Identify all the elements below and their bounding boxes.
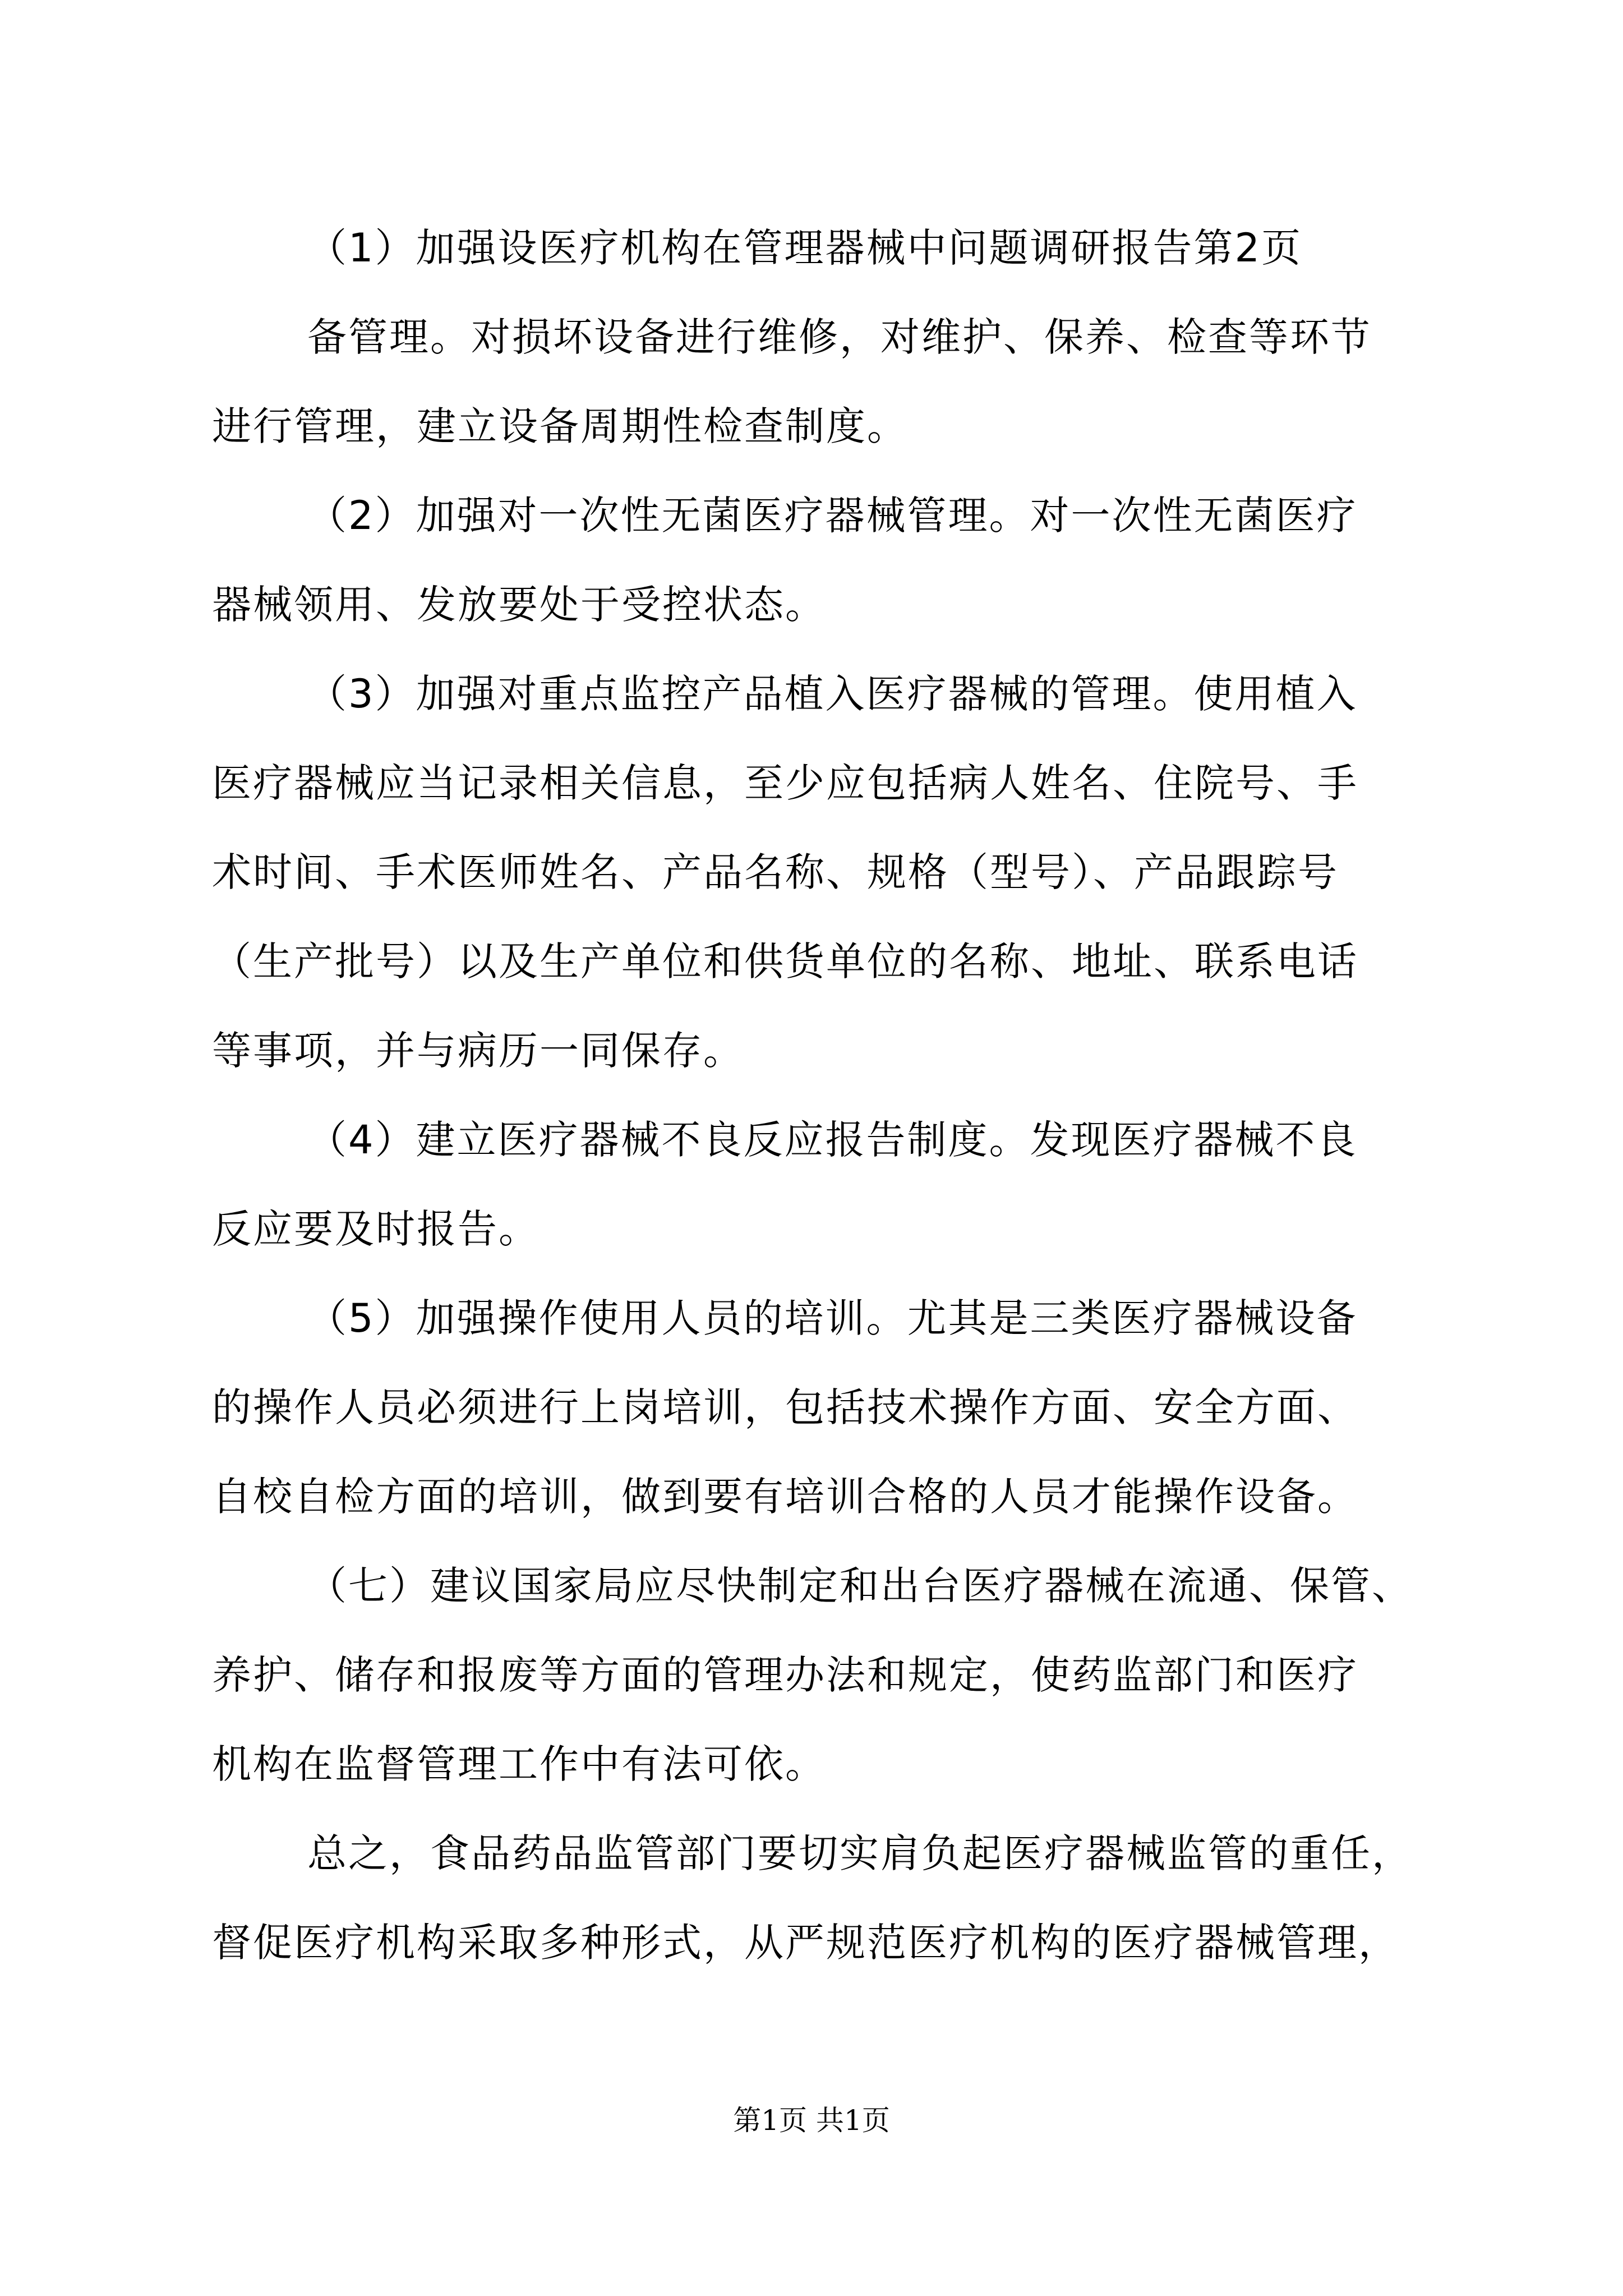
text-line: （5）加强操作使用人员的培训。尤其是三类医疗器械设备 bbox=[307, 1295, 1358, 1341]
text-line: （生产批号）以及生产单位和供货单位的名称、地址、联系电话 bbox=[212, 938, 1358, 984]
text-line: 养护、储存和报废等方面的管理办法和规定，使药监部门和医疗 bbox=[212, 1652, 1358, 1698]
text-line: （4）建立医疗器械不良反应报告制度。发现医疗器械不良 bbox=[307, 1117, 1358, 1163]
text-line: （1）加强设医疗机构在管理器械中问题调研报告第2页 bbox=[307, 225, 1303, 271]
text-line: 总之，食品药品监管部门要切实肩负起医疗器械监管的重任， bbox=[307, 1830, 1413, 1876]
text-line: （2）加强对一次性无菌医疗器械管理。对一次性无菌医疗 bbox=[307, 493, 1358, 539]
text-line: 反应要及时报告。 bbox=[212, 1206, 540, 1252]
text-line: 督促医疗机构采取多种形式，从严规范医疗机构的医疗器械管理， bbox=[212, 1920, 1399, 1966]
page-number-footer: 第1页 共1页 bbox=[733, 2104, 890, 2137]
text-line: 机构在监督管理工作中有法可依。 bbox=[212, 1741, 826, 1787]
text-line: 进行管理，建立设备周期性检查制度。 bbox=[212, 403, 908, 449]
text-line: 术时间、手术医师姓名、产品名称、规格（型号）、产品跟踪号 bbox=[212, 849, 1339, 895]
text-line: 医疗器械应当记录相关信息，至少应包括病人姓名、住院号、手 bbox=[212, 760, 1358, 806]
text-line: 器械领用、发放要处于受控状态。 bbox=[212, 582, 826, 628]
text-line: 的操作人员必须进行上岗培训，包括技术操作方面、安全方面、 bbox=[212, 1384, 1358, 1430]
text-line: （3）加强对重点监控产品植入医疗器械的管理。使用植入 bbox=[307, 671, 1358, 717]
text-line: （七）建议国家局应尽快制定和出台医疗器械在流通、保管、 bbox=[307, 1563, 1413, 1609]
text-line: 自校自检方面的培训，做到要有培训合格的人员才能操作设备。 bbox=[212, 1474, 1358, 1520]
text-line: 等事项，并与病历一同保存。 bbox=[212, 1028, 744, 1074]
text-line: 备管理。对损坏设备进行维修，对维护、保养、检查等环节 bbox=[307, 314, 1372, 360]
